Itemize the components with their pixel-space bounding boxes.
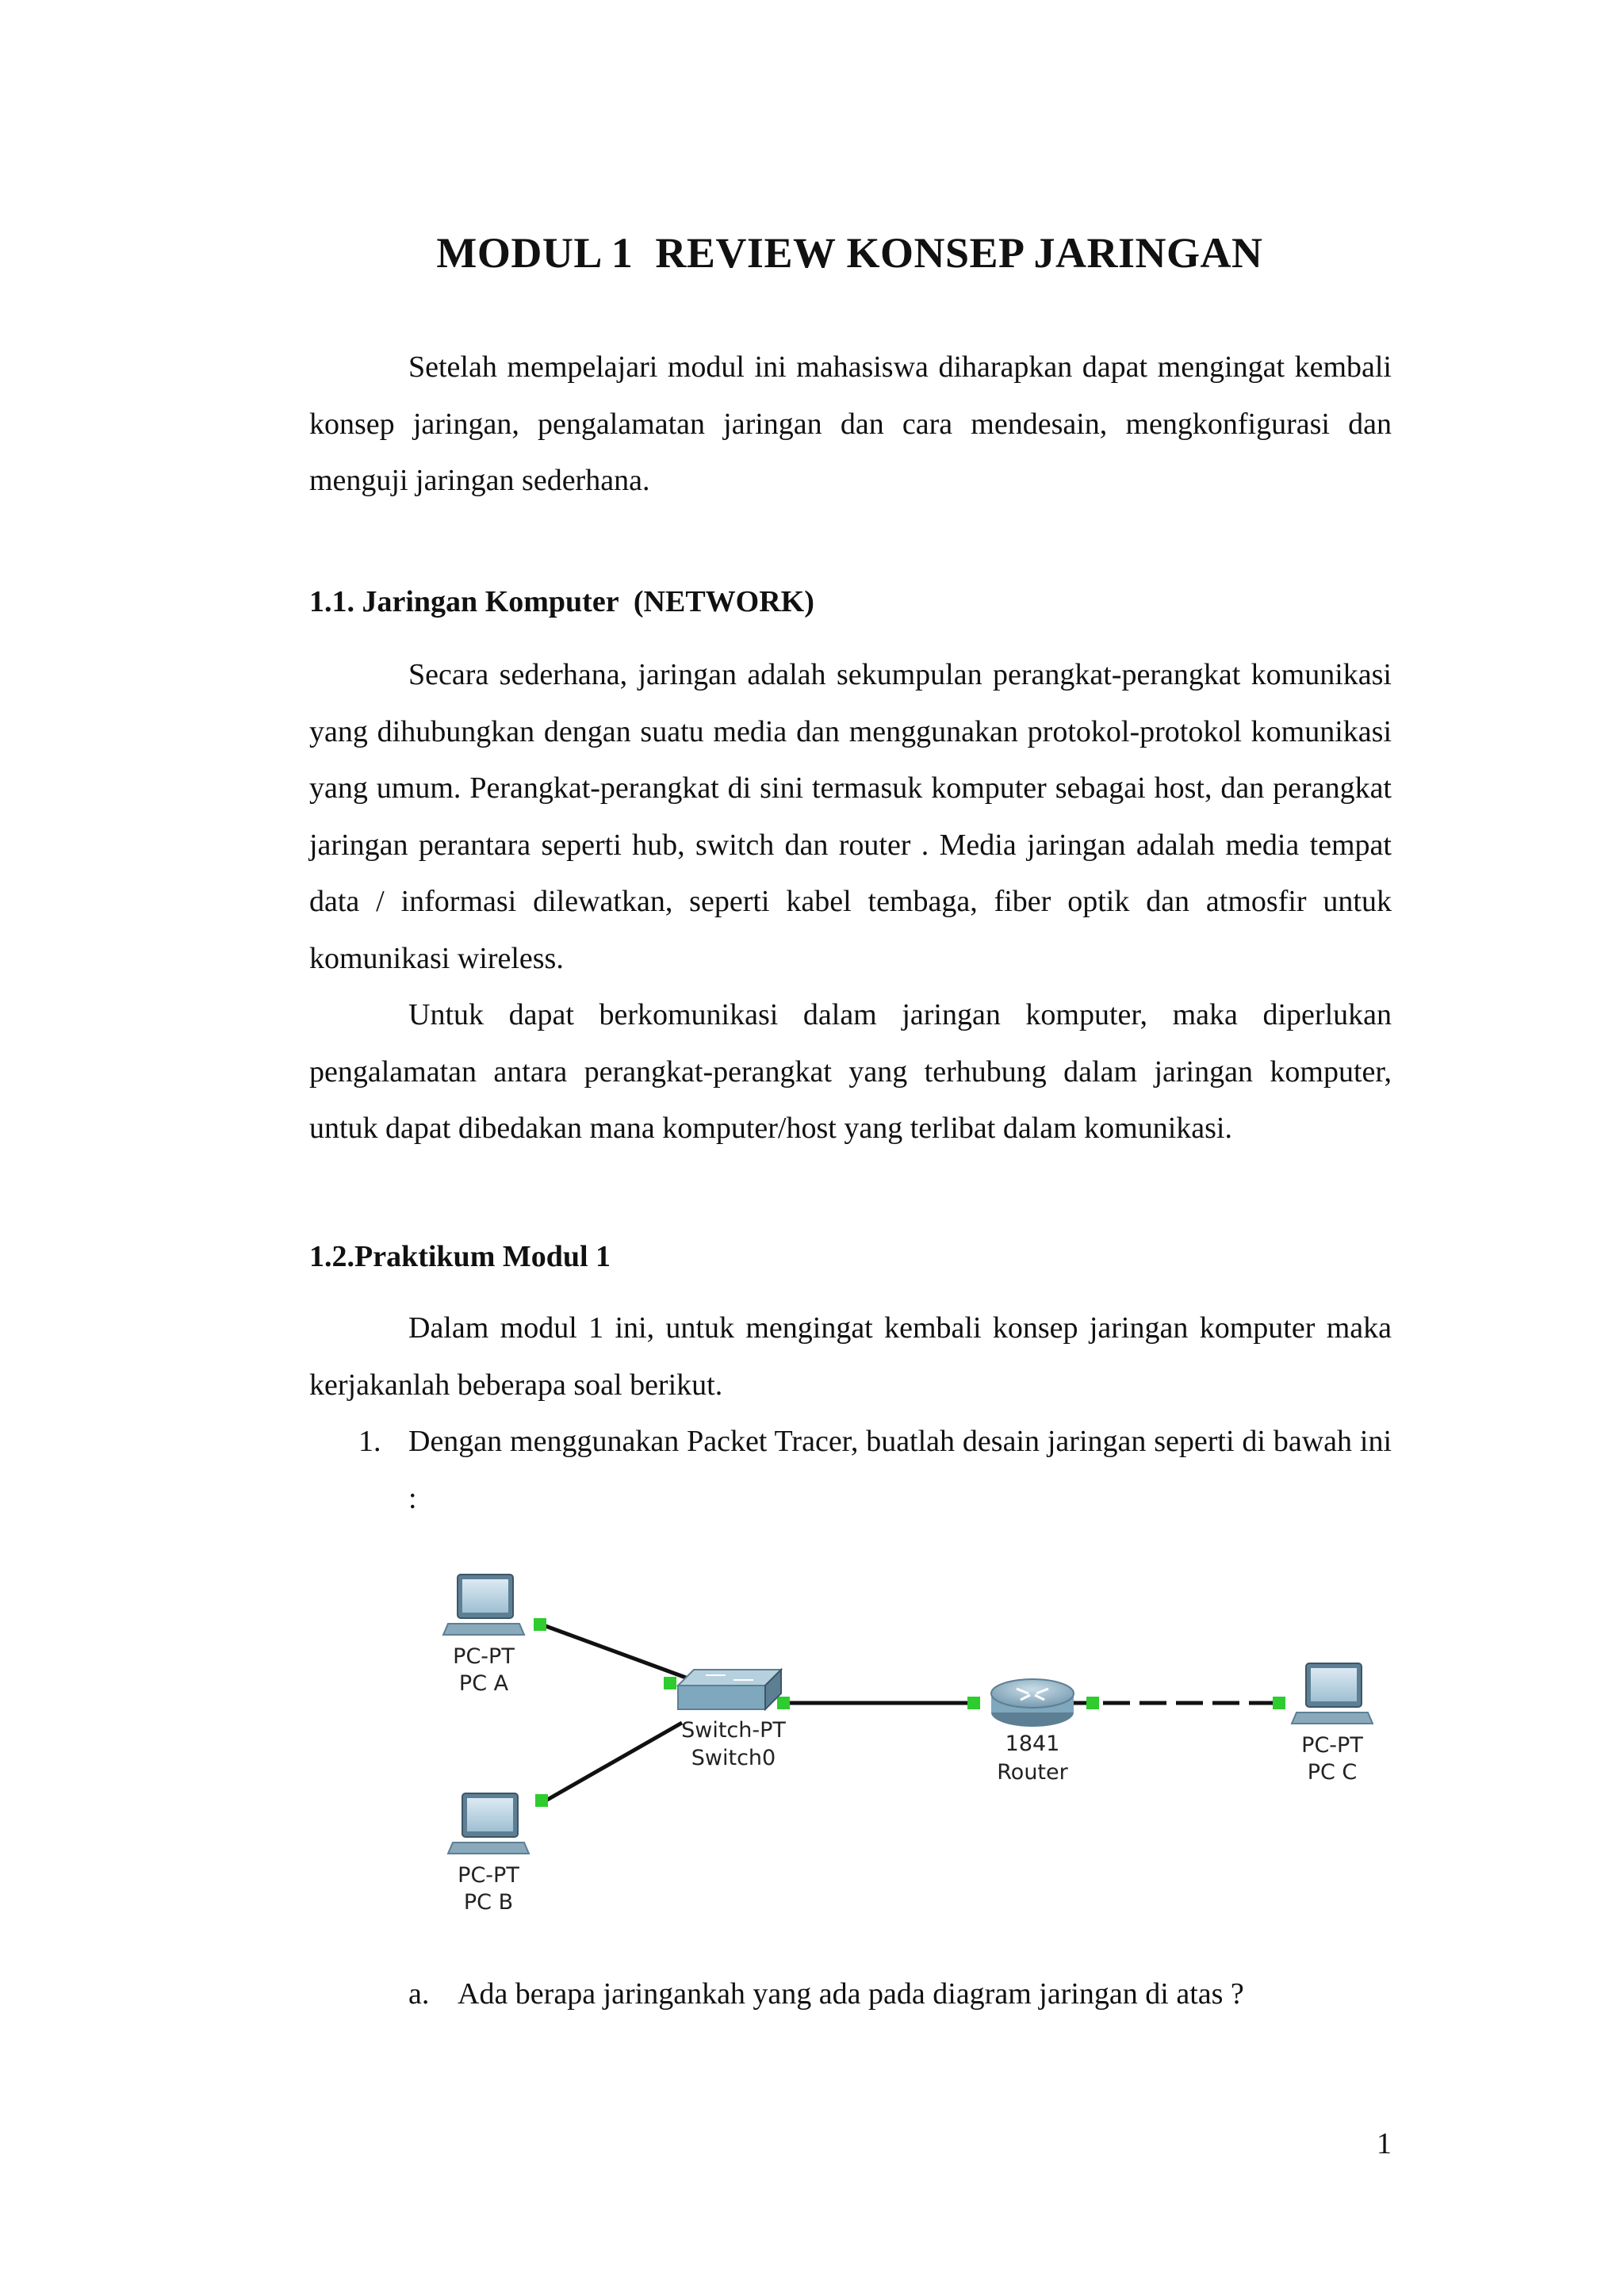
device-model-label: Switch-PT bbox=[681, 1718, 786, 1743]
pc-icon bbox=[1292, 1663, 1373, 1724]
device-model-label: PC-PT bbox=[1301, 1733, 1363, 1758]
link-light-icon bbox=[664, 1677, 676, 1689]
network-diagram bbox=[408, 1560, 1392, 1941]
device-name-label: PC A bbox=[458, 1671, 509, 1696]
link-lights bbox=[534, 1618, 1285, 1807]
module-title: MODUL 1 REVIEW KONSEP JARINGAN bbox=[436, 229, 1263, 277]
link-light-icon bbox=[777, 1697, 790, 1709]
section-1-1-paragraph-1: Secara sederhana, jaringan adalah sekumpulan perangkat-perangkat komunikasi yang dihubungkan dengan suatu media dan menggunakan protokol-protokol komunikasi yang umum. Perangkat-perangkat di sini termasuk komputer sebagai host, dan perangkat jaringan perantara seperti hub, switch dan router . Media jaringan adalah media tempat data / informasi dilewatkan, seperti kabel tembaga, fiber optik dan atmosfir untuk komunikasi wireless. bbox=[309, 658, 1392, 975]
device-model-label: PC-PT bbox=[458, 1863, 519, 1888]
section-1-1-paragraph-2: Untuk dapat berkomunikasi dalam jaringan komputer, maka diperlukan pengalamatan antara perangkat-perangkat yang terhubung dalam jaringan komputer, untuk dapat dibedakan mana komputer/host yang terlibat dalam komunikasi. bbox=[309, 998, 1392, 1145]
pc-icon bbox=[448, 1793, 529, 1854]
link-light-icon bbox=[1273, 1697, 1285, 1709]
link-light-icon bbox=[967, 1697, 980, 1709]
section-1-2-paragraph: Dalam modul 1 ini, untuk mengingat kembali konsep jaringan komputer maka kerjakanlah beberapa soal berikut. bbox=[309, 1311, 1392, 1402]
device-name-label: Router bbox=[997, 1760, 1068, 1785]
links bbox=[539, 1624, 1285, 1802]
switch-icon bbox=[678, 1670, 781, 1709]
section-1-2-heading: 1.2.Praktikum Modul 1 bbox=[309, 1240, 611, 1273]
list-item-text: Dengan menggunakan Packet Tracer, buatlah desain jaringan seperti di bawah ini : bbox=[408, 1425, 1392, 1515]
link-pc-b-switch0 bbox=[543, 1723, 682, 1802]
device-model-label: PC-PT bbox=[453, 1644, 515, 1669]
pc-a-device[interactable] bbox=[443, 1575, 524, 1696]
device-name-label: PC B bbox=[463, 1890, 514, 1915]
pc-b-device[interactable] bbox=[448, 1793, 529, 1915]
switch0-device[interactable] bbox=[678, 1670, 786, 1770]
link-light-icon bbox=[1086, 1697, 1099, 1709]
section-1-1-heading: 1.1. Jaringan Komputer (NETWORK) bbox=[309, 585, 814, 618]
link-pc-a-switch0 bbox=[539, 1624, 686, 1678]
link-light-icon bbox=[535, 1794, 548, 1807]
pc-c-device[interactable] bbox=[1292, 1663, 1373, 1785]
router-icon bbox=[991, 1679, 1074, 1727]
link-light-icon bbox=[534, 1618, 546, 1631]
pc-icon bbox=[443, 1575, 524, 1635]
device-name-label: PC C bbox=[1307, 1760, 1358, 1785]
router-device[interactable] bbox=[991, 1679, 1074, 1785]
network-diagram-svg bbox=[408, 1560, 1392, 1941]
list-item-number: 1. bbox=[358, 1425, 381, 1458]
question-a bbox=[408, 1974, 1244, 2014]
question-letter: a. bbox=[408, 1977, 430, 2011]
page-number: 1 bbox=[1377, 2127, 1392, 2160]
device-name-label: Switch0 bbox=[691, 1746, 776, 1770]
intro-paragraph: Setelah mempelajari modul ini mahasiswa diharapkan dapat mengingat kembali konsep jaringan, pengalamatan jaringan dan cara mendesain, mengkonfigurasi dan menguji jaringan sederhana. bbox=[309, 350, 1392, 497]
device-model-label: 1841 bbox=[1005, 1732, 1060, 1756]
question-text: Ada berapa jaringankah yang ada pada diagram jaringan di atas ? bbox=[458, 1977, 1244, 2011]
